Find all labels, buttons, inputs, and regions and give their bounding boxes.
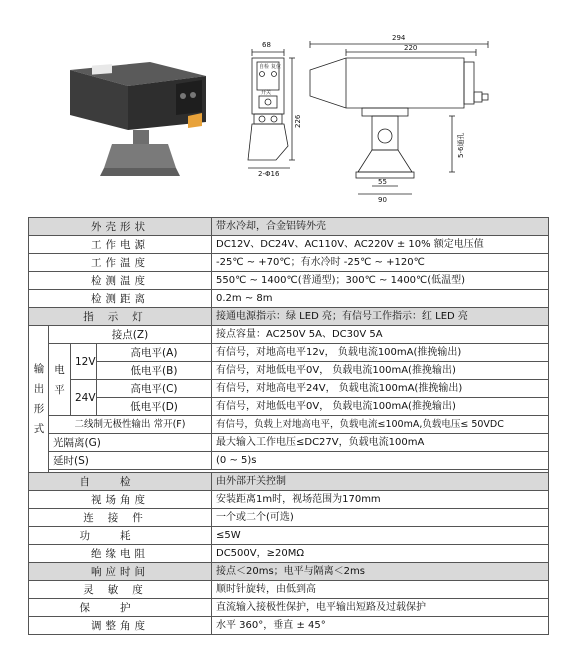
spec-label-distance: 检测距离: [29, 290, 212, 308]
spec-label-fov: 视场角度: [29, 491, 212, 509]
table-row: [29, 599, 549, 617]
level-a-label: 高电平(A): [97, 344, 212, 362]
spec-label-selftest: 自检: [29, 473, 212, 491]
spec-label-angle: 调整角度: [29, 617, 212, 635]
contact-value: 接点容量：AC250V 5A、DC30V 5A: [212, 326, 549, 344]
front-btn2-label: 复位: [271, 64, 282, 70]
optical-label: 光隔离(G): [49, 434, 212, 452]
spec-label-detect-temp: 检测温度: [29, 272, 212, 290]
spec-value-connector: 一个或二个(可选): [212, 509, 549, 527]
output-group-text: 输出形式: [33, 363, 45, 435]
table-row: [29, 362, 549, 380]
delay-value: (0 ~ 5)s: [212, 452, 549, 470]
spec-value-sensitivity: 顺时针旋转，由低到高: [212, 581, 549, 599]
voltage-24v: 24V: [71, 380, 97, 416]
table-row: [29, 617, 549, 635]
table-row: [29, 326, 549, 344]
optical-value: 最大输入工作电压≤DC27V，负载电流100mA: [212, 434, 549, 452]
spec-table: [28, 217, 549, 635]
table-row: [29, 218, 549, 236]
level-text: 电平: [54, 363, 65, 396]
table-row: [29, 452, 549, 470]
two-wire-label: 二线制无极性输出 常开(F): [49, 416, 212, 434]
table-row: [29, 398, 549, 416]
spec-value-insulation: DC500V，≥20MΩ: [212, 545, 549, 563]
product-illustration: [0, 0, 570, 216]
spec-label-sensitivity: 灵敏度: [29, 581, 212, 599]
level-d-label: 低电平(D): [97, 398, 212, 416]
table-row: [29, 344, 549, 362]
product-photo: [70, 62, 206, 176]
front-width-dim: 68: [262, 41, 271, 49]
spec-value-distance: 0.2m ~ 8m: [212, 290, 549, 308]
spec-label-power: 工作电源: [29, 236, 212, 254]
spec-value-fov: 安装距离1m时，视场范围为170mm: [212, 491, 549, 509]
table-row: [29, 581, 549, 599]
spec-label-power-use: 功耗: [29, 527, 212, 545]
spec-label-indicator: 指示灯: [29, 308, 212, 326]
table-row: [29, 290, 549, 308]
level-d-value: 有信号，对地低电平0V， 负载电流100mA(推挽输出): [212, 398, 549, 416]
side-total-dim: 294: [392, 34, 406, 42]
level-b-label: 低电平(B): [97, 362, 212, 380]
side-mount-dim: 5-6通孔: [457, 132, 465, 158]
table-row: [29, 272, 549, 290]
level-b-value: 有信号，对地低电平0V， 负载电流100mA(推挽输出): [212, 362, 549, 380]
front-height-dim: 226: [294, 114, 302, 128]
table-row: [29, 527, 549, 545]
side-base-outer-dim: 90: [378, 196, 387, 204]
spec-label-work-temp: 工作温度: [29, 254, 212, 272]
side-body-dim: 220: [404, 44, 418, 52]
spec-label-housing: 外壳形状: [29, 218, 212, 236]
spec-value-indicator: 接通电源指示：绿 LED 亮；有信号工作指示：红 LED 亮: [212, 308, 549, 326]
spec-value-protection: 直流输入接极性保护，电平输出短路及过载保护: [212, 599, 549, 617]
level-c-label: 高电平(C): [97, 380, 212, 398]
spec-value-housing: 带水冷却，合金铝铸外壳: [212, 218, 549, 236]
spec-value-selftest: 由外部开关控制: [212, 473, 549, 491]
side-base-inner-dim: 55: [378, 178, 387, 186]
spec-value-power-use: ≤5W: [212, 527, 549, 545]
delay-label: 延时(S): [49, 452, 212, 470]
spec-value-work-temp: -25℃ ~ +70℃；有水冷时 -25℃ ~ +120℃: [212, 254, 549, 272]
table-row: [29, 509, 549, 527]
level-a-value: 有信号，对地高电平12v， 负载电流100mA(推挽输出): [212, 344, 549, 362]
spec-value-detect-temp: 550℃ ~ 1400℃(普通型)；300℃ ~ 1400℃(低温型): [212, 272, 549, 290]
table-row: [29, 380, 549, 398]
contact-label: 接点(Z): [49, 326, 212, 344]
product-drawings: [0, 0, 570, 216]
spec-value-response: 接点＜20ms；电平与隔离＜2ms: [212, 563, 549, 581]
output-group-label: [29, 326, 49, 473]
table-row: [29, 473, 549, 491]
spec-value-angle: 水平 360°，垂直 ± 45°: [212, 617, 549, 635]
table-row: [29, 491, 549, 509]
level-label: [49, 344, 71, 416]
spec-label-connector: 连接件: [29, 509, 212, 527]
side-view-drawing: [310, 41, 488, 194]
two-wire-value: 有信号，负载上对地高电平，负载电流≤100mA,负载电压≤ 50VDC: [212, 416, 549, 434]
front-btn1-label: 自检: [259, 64, 270, 70]
voltage-12v: 12V: [71, 344, 97, 380]
table-row: [29, 236, 549, 254]
spec-label-protection: 保护: [29, 599, 212, 617]
spec-value-power: DC12V、DC24V、AC110V、AC220V ± 10% 额定电压值: [212, 236, 549, 254]
spec-label-insulation: 绝缘电阻: [29, 545, 212, 563]
table-row: [29, 416, 549, 434]
level-c-value: 有信号，对地高电平24V， 负载电流100mA(推挽输出): [212, 380, 549, 398]
front-btn3-label: 开关: [261, 90, 272, 96]
table-row: [29, 545, 549, 563]
table-row: [29, 563, 549, 581]
table-row: [29, 434, 549, 452]
spec-label-response: 响应时间: [29, 563, 212, 581]
table-row: [29, 254, 549, 272]
table-row: [29, 308, 549, 326]
front-bottom-dim: 2-Φ16: [258, 170, 280, 178]
